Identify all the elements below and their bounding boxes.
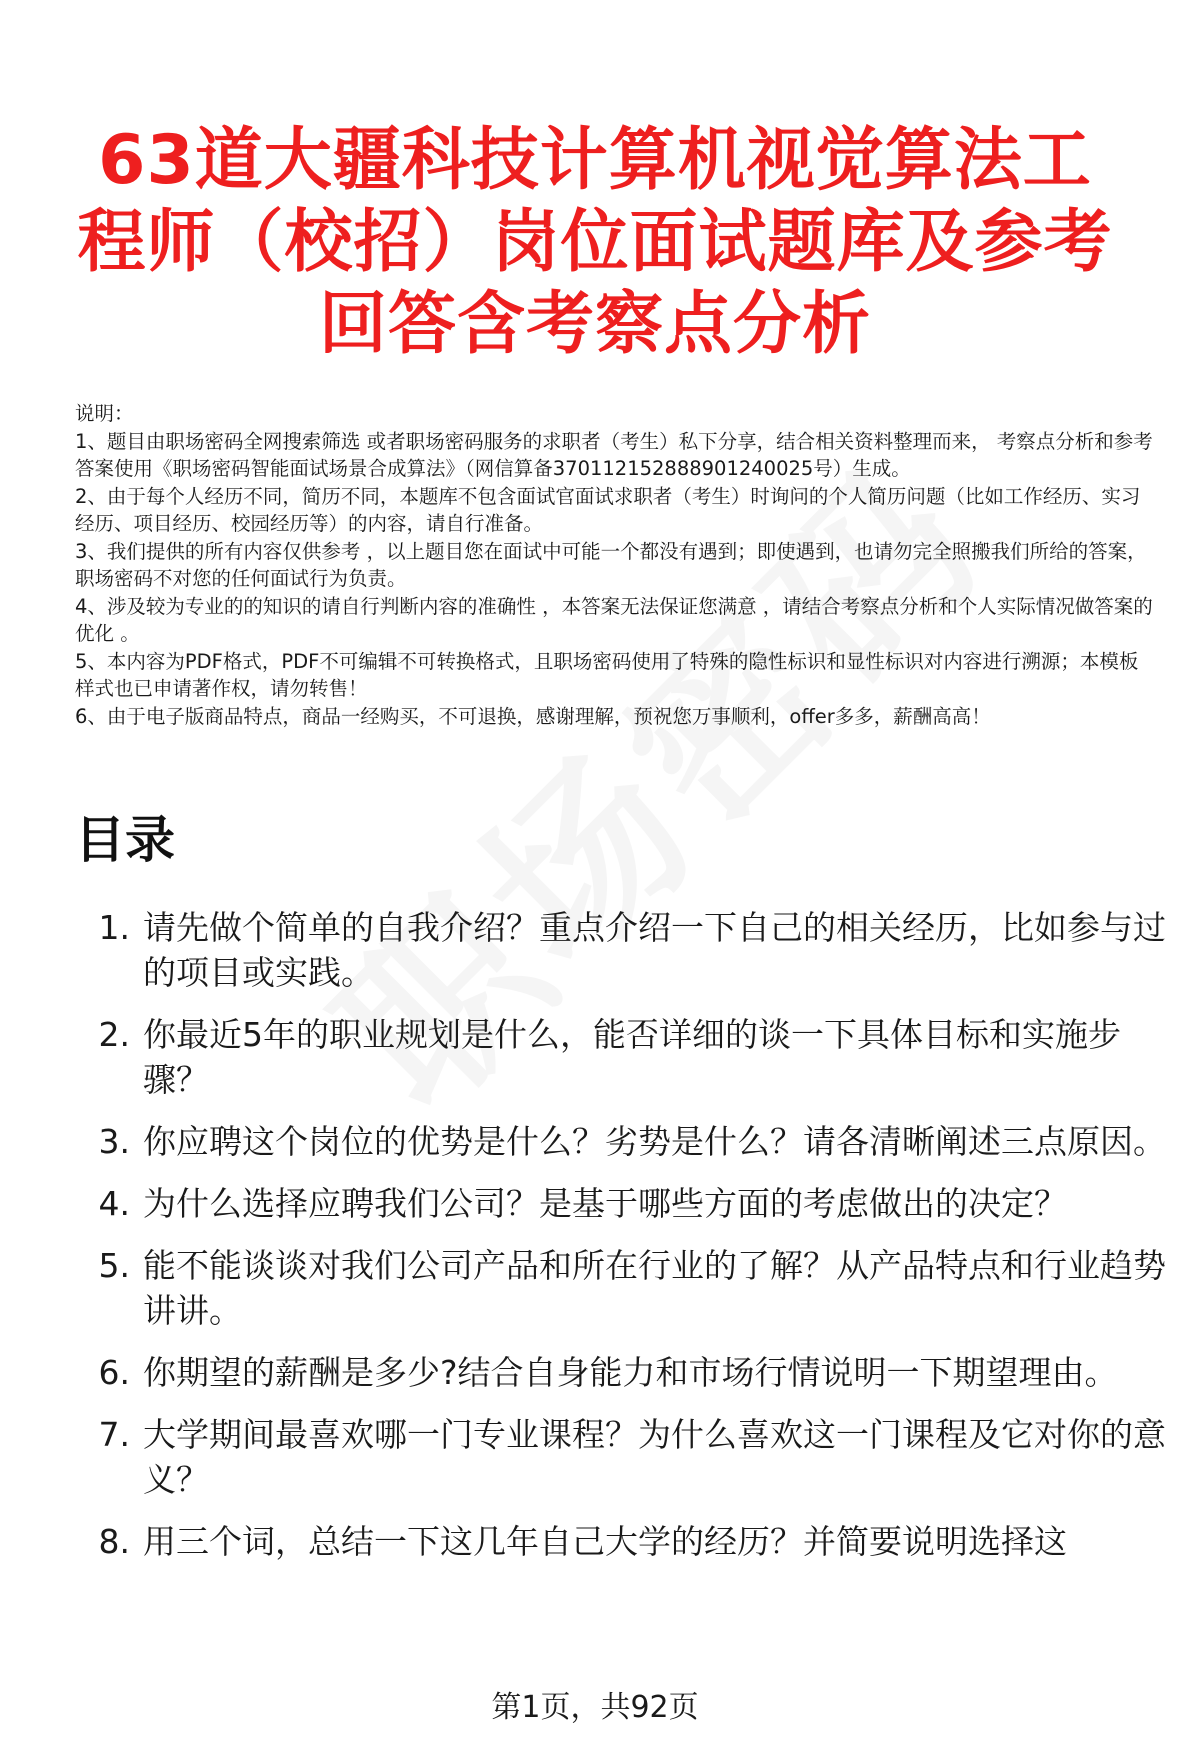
toc-item-text: 你最近5年的职业规划是什么，能否详细的谈一下具体目标和实施步骤？: [143, 1015, 1121, 1099]
toc-item[interactable]: [75, 1181, 1170, 1226]
note-item: 1、题目由职场密码全网搜索筛选 或者职场密码服务的求职者（考生）私下分享，结合相关资料整理而来， 考察点分析和参考答案使用《职场密码智能面试场景合成算法》（网信算备370112152888901240025号）生成。: [75, 429, 1153, 480]
toc-item[interactable]: [75, 905, 1170, 995]
toc-item[interactable]: [75, 1350, 1170, 1395]
toc-item-number: 4.: [98, 1184, 130, 1223]
toc-item-text: 你期望的薪酬是多少?结合自身能力和市场行情说明一下期望理由。: [143, 1353, 1118, 1392]
toc-item-text: 大学期间最喜欢哪一门专业课程？为什么喜欢这一门课程及它对你的意义？: [143, 1415, 1166, 1499]
toc-item-text: 请先做个简单的自我介绍？重点介绍一下自己的相关经历，比如参与过的项目或实践。: [143, 908, 1166, 992]
note-item: 6、由于电子版商品特点，商品一经购买，不可退换，感谢理解，预祝您万事顺利，offer多多，薪酬高高！: [75, 704, 991, 728]
toc-item[interactable]: [75, 1012, 1170, 1102]
note-item: 4、涉及较为专业的的知识的请自行判断内容的准确性 ，本答案无法保证您满意 ，请结合考察点分析和个人实际情况做答案的优化 。: [75, 594, 1153, 645]
toc-item[interactable]: [75, 1519, 1170, 1564]
page-number: 第1页，共92页: [491, 1690, 699, 1725]
toc-item-number: 1.: [98, 908, 130, 947]
toc-item[interactable]: [75, 1243, 1170, 1333]
toc-item-text: 你应聘这个岗位的优势是什么？劣势是什么？请各清晰阐述三点原因。: [143, 1122, 1166, 1161]
notes-heading: 说明：: [75, 402, 134, 425]
toc-item-text: 能不能谈谈对我们公司产品和所在行业的了解？从产品特点和行业趋势讲讲。: [143, 1246, 1166, 1330]
toc-item-number: 7.: [98, 1415, 130, 1454]
note-item: 3、我们提供的所有内容仅供参考 ，以上题目您在面试中可能一个都没有遇到；即使遇到，也请勿完全照搬我们所给的答案，职场密码不对您的任何面试行为负责。: [75, 539, 1147, 590]
toc-item[interactable]: [75, 1412, 1170, 1502]
toc-item-number: 2.: [98, 1015, 130, 1054]
toc-item-text: 为什么选择应聘我们公司？是基于哪些方面的考虑做出的决定？: [143, 1184, 1067, 1223]
toc-item[interactable]: [75, 1119, 1170, 1164]
toc-heading: 目录: [75, 811, 175, 869]
notes-section: [75, 400, 1155, 730]
toc-list: [75, 905, 1170, 1581]
toc-item-number: 6.: [98, 1353, 130, 1392]
toc-item-number: 8.: [98, 1522, 130, 1561]
note-item: 2、由于每个人经历不同，简历不同，本题库不包含面试官面试求职者（考生）时询问的个人简历问题（比如工作经历、实习经历、项目经历、校园经历等）的内容，请自行准备。: [75, 484, 1141, 535]
toc-item-text: 用三个词，总结一下这几年自己大学的经历？并简要说明选择这: [143, 1522, 1067, 1561]
document-title: 63道大疆科技计算机视觉算法工程师（校招）岗位面试题库及参考回答含考察点分析: [77, 121, 1113, 364]
note-item: 5、本内容为PDF格式，PDF不可编辑不可转换格式，且职场密码使用了特殊的隐性标识和显性标识对内容进行溯源；本模板样式也已申请著作权，请勿转售！: [75, 649, 1139, 700]
toc-item-number: 5.: [98, 1246, 130, 1285]
toc-item-number: 3.: [98, 1122, 130, 1161]
